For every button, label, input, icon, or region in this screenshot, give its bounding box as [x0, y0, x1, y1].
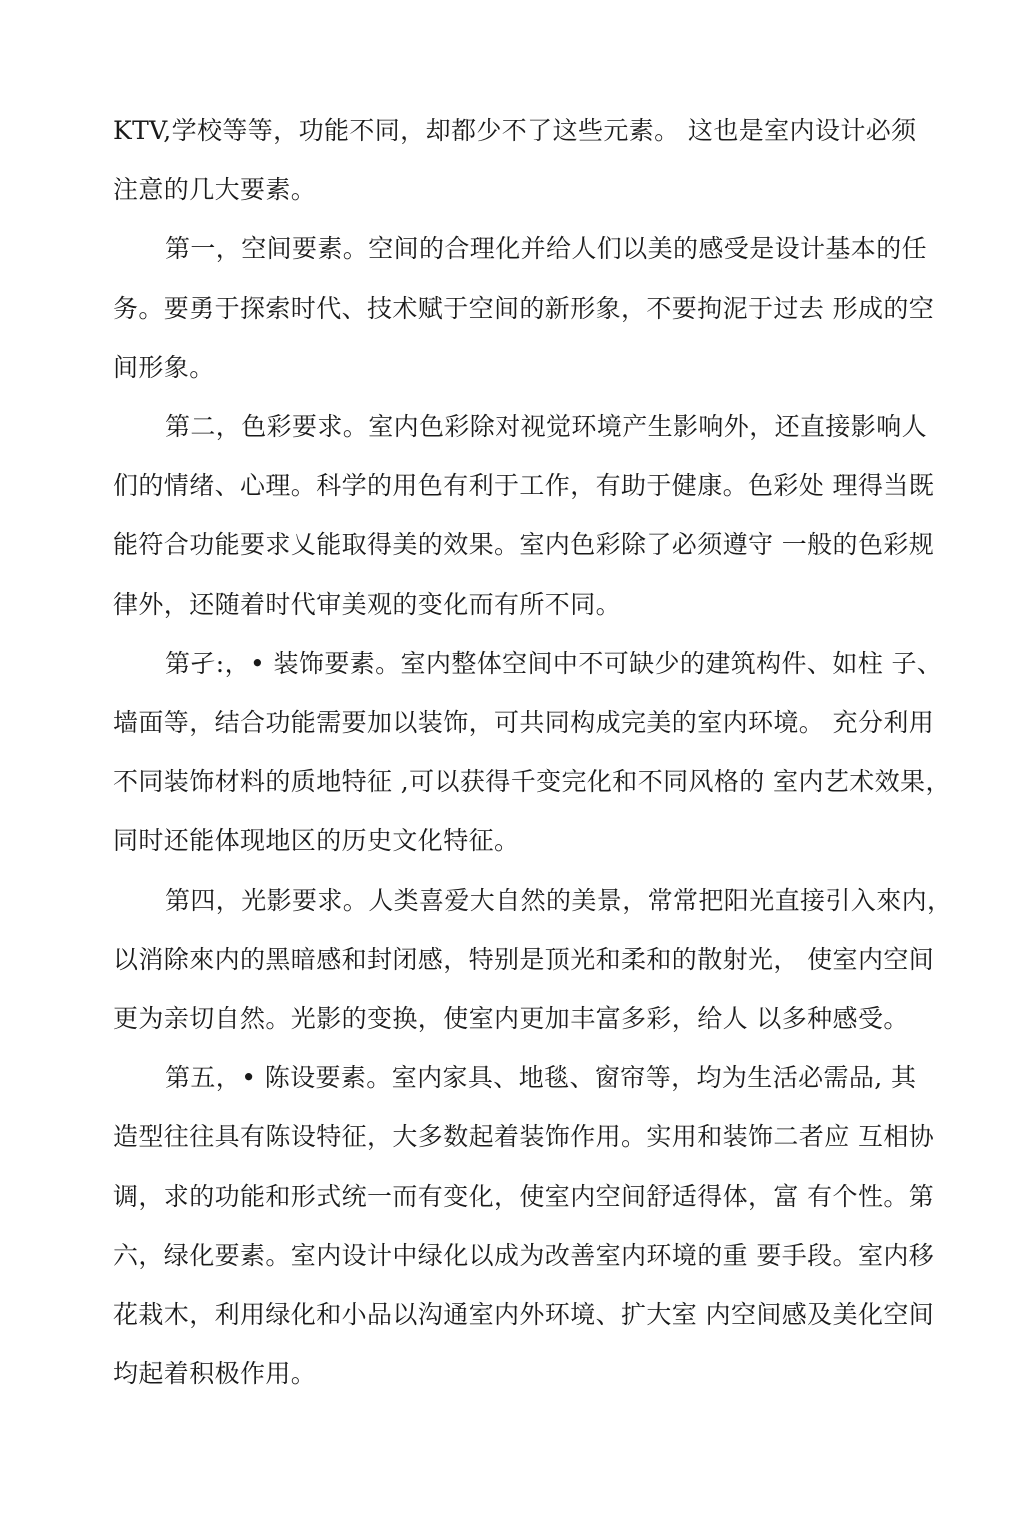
- text-line: 律外，还随着时代审美观的变化而有所不同。: [113, 589, 622, 619]
- text-line: 注意的几大要素。: [113, 175, 317, 205]
- text-line: 不同装饰材料的质地特征 ,可以获得千变完化和不同风格的 室内艺术效果，: [113, 767, 951, 797]
- text-line: 务。要勇于探索时代、技术赋于空间的新形象，不要拘泥于过去 形成的空: [113, 293, 935, 323]
- text-line: 以消除來内的黑暗感和封闭感，特别是顶光和柔和的散射光， 使室内空间: [113, 944, 935, 974]
- text-line: 造型往往具有陈设特征，大多数起着装饰作用。实用和装饰二者应 互相协: [113, 1122, 935, 1152]
- text-line: 花栽木，利用绿化和小品以沟通室内外环境、扩大室 内空间感及美化空间: [113, 1300, 935, 1330]
- text-line: 第二，色彩要求。室内色彩除对视觉环境产生影响外，还直接影响人: [165, 412, 928, 442]
- paragraph-intro: [113, 101, 923, 219]
- text-line: 第四，光影要求。人类喜爱大自然的美景，常常把阳光直接引入來内，: [165, 885, 953, 915]
- paragraph-decoration-element: [113, 634, 951, 871]
- paragraph-light-element: [113, 871, 953, 1049]
- text-line: 第孑:，• 装饰要素。室内整体空间中不可缺少的建筑构件、如柱 子、: [165, 648, 943, 678]
- document-body: [113, 101, 953, 1403]
- text-line: 同时还能体现地区的历史文化特征。: [113, 826, 520, 856]
- paragraph-furnishing-element: [113, 1048, 935, 1403]
- text-line: KTV,学校等等，功能不同，却都少不了这些元素。 这也是室内设计必须: [113, 116, 917, 145]
- text-line: 墙面等，结合功能需要加以装饰，可共同构成完美的室内环境。 充分利用: [113, 708, 935, 738]
- text-line: 间形象。: [113, 352, 215, 382]
- text-line: 们的情绪、心理。科学的用色有利于工作，有助于健康。色彩处 理得当既: [113, 471, 935, 501]
- text-line: 更为亲切自然。光影的变换，使室内更加丰富多彩，给人 以多种感受。: [113, 1004, 909, 1034]
- text-line: 第一，空间要素。空间的合理化并给人们以美的感受是设计基本的任: [165, 234, 928, 264]
- paragraph-color-element: [113, 397, 935, 634]
- text-line: 均起着积极作用。: [113, 1359, 317, 1389]
- paragraph-space-element: [113, 219, 935, 397]
- text-line: 调，求的功能和形式统一而有变化，使室内空间舒适得体，富 有个性。第: [113, 1181, 935, 1211]
- text-line: 第五，• 陈设要素。室内家具、地毯、窗帘等，均为生活必需品, 其: [165, 1063, 917, 1093]
- text-line: 能符合功能要求乂能取得美的效果。室内色彩除了必须遵守 一般的色彩规: [113, 530, 935, 560]
- text-line: 六，绿化要素。室内设计中绿化以成为改善室内环境的重 要手段。室内移: [113, 1240, 935, 1270]
